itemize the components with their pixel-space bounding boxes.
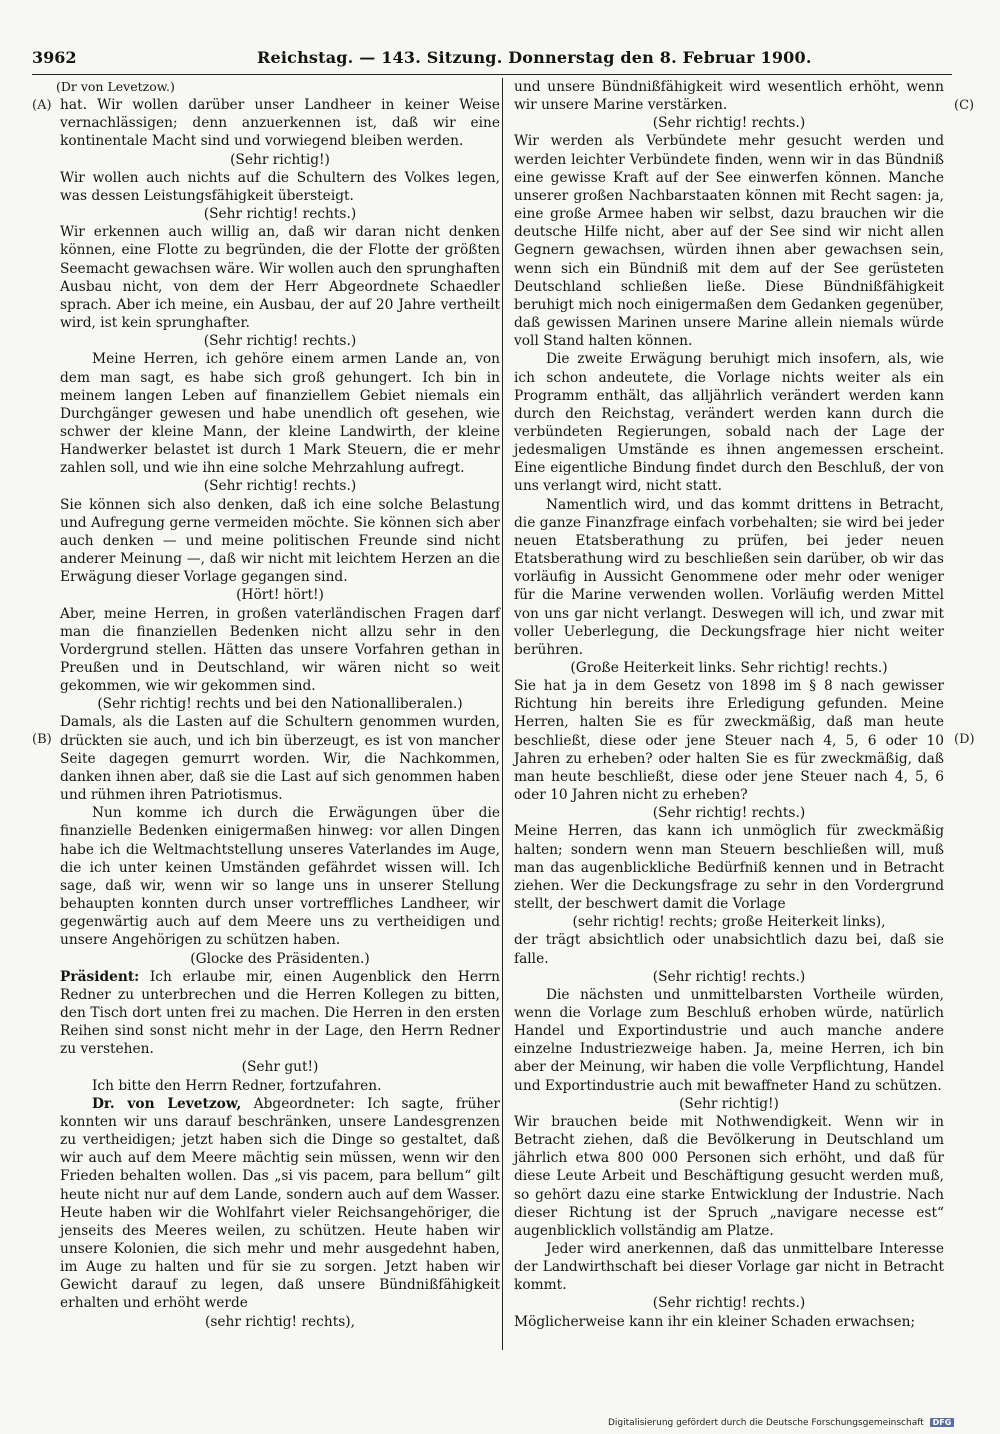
speech-paragraph: Wir brauchen beide mit Nothwendigkeit. Wenn wir in Betracht ziehen, daß die Bevölkerung in Deutschland um jährlich etwa 800 000 Personen sich erhöht, und daß für diese Leute Arbeit und Beschäftigung gesucht werden muß, so gehört dazu eine starke Entwicklung der Industrie. Nach dieser Richtung ist der Spruch „navigare necesse est“ augenblicklich vollständig am Platze. xyxy=(514,1113,944,1239)
interjection: (Sehr richtig! rechts und bei den Nationalliberalen.) xyxy=(97,696,463,713)
speech-paragraph: Möglicherweise kann ihr ein kleiner Schaden erwachsen; xyxy=(514,1313,916,1330)
speech-paragraph: Namentlich wird, und das kommt drittens in Betracht, die ganze Finanzfrage einfach vorbehalten; sie wird bei jeder neuen Etatsberathung zu prüfen, bei jeder neuen Etatsberathung wird zu beschließen sein darüber, ob wir das vorläufig in Aussicht Genommene oder mehr oder weniger für die Marine verwenden wollen. Vorläufig werden Mittel von uns gar nicht verlangt. Deswegen will ich, und zwar mit voller Ueberlegung, die Deckungsfrage hier nicht weiter berühren. xyxy=(514,496,944,658)
speech-paragraph: Wir werden als Verbündete mehr gesucht werden und werden leichter Verbündete finden, wenn wir in das Bündniß eine gewisse Kraft auf der See einwerfen können. Manche unserer großen Nachbarstaaten können mit Recht sagen: ja, eine große Armee haben wir selbst, dazu brauchen wir die deutsche Hilfe nicht, aber auf der See sind wir nicht allen Gegnern gewachsen, würden ihnen aber gewachsen sein, wenn sich ein Bündniß mit dem auf der See gerüsteten Deutschland schließen ließe. Diese Bündnißfähigkeit beruhigt mich noch einigermaßen dem Gedanken gegenüber, daß gewissen Marinen unsere Marine allein niemals würde voll Stand halten können. xyxy=(514,133,944,350)
interjection: (Sehr gut!) xyxy=(241,1059,319,1076)
speech-paragraph: Jeder wird anerkennen, daß das unmittelbare Interesse der Landwirthschaft bei dieser Vorlage gar nicht in Betracht kommt. xyxy=(514,1241,944,1294)
speaker-paragraph xyxy=(60,1095,500,1313)
page-number: 3962 xyxy=(32,48,77,67)
speech-paragraph: Wir erkennen auch willig an, daß wir daran nicht denken können, eine Flotte zu begründen, die der Flotte der größten Seemacht gewachsen wäre. Wir wollen auch den sprunghaften Ausbau nicht, von dem der Herr Abgeordnete Schaedler sprach. Aber ich meine, ein Ausbau, der auf 20 Jahre vertheilt wird, ist kein sprunghafter. xyxy=(60,224,500,332)
column-divider xyxy=(502,78,503,1350)
right-column xyxy=(514,78,944,1331)
speech-paragraph: der trägt absichtlich oder unabsichtlich dazu bei, daß sie falle. xyxy=(514,932,944,967)
speech-paragraph: Sie hat ja in dem Gesetz von 1898 im § 8 nach gewisser Richtung hin bereits ihre Erledigung gefunden. Meine Herren, halten Sie es für zweckmäßig, daß man heute beschließt, diese oder jene Steuer nach 4, 5, 6 oder 10 Jahren zu erheben? oder halten Sie es für zweckmäßig, daß man heute beschließt, diese oder jene Steuer nach 4, 5, 6 oder 10 Jahren nicht zu erheben? xyxy=(514,678,944,804)
speech-paragraph: Meine Herren, das kann ich unmöglich für zweckmäßig halten; sondern wenn man Steuern beschließen will, muß man das augenblickliche Bedürfniß kennen und in Betracht ziehen. Wer die Deckungsfrage zu sehr in den Vordergrund stellt, der beschwert damit die Vorlage xyxy=(514,823,944,913)
margin-marker-b: (B) xyxy=(32,732,52,747)
speaker-name: Präsident: xyxy=(60,968,140,985)
margin-marker-c: (C) xyxy=(954,98,975,113)
speech-text: Ich erlaube mir, einen Augenblick den Herrn Redner zu unterbrechen und die Herren Kollegen zu bitten, den Tisch dort unten frei zu machen. Die Herren in den ersten Reihen sind sonst nicht mehr in der Lage, den Herrn Redner zu verstehen. xyxy=(60,968,501,1058)
interjection: (Sehr richtig! rechts.) xyxy=(203,478,357,495)
digitization-credit xyxy=(608,1418,954,1428)
interjection: (Glocke des Präsidenten.) xyxy=(190,950,370,967)
interjection: (Sehr richtig! rechts.) xyxy=(203,333,357,350)
header-rule xyxy=(32,74,952,75)
interjection: (Sehr richtig! rechts.) xyxy=(652,115,806,132)
speech-paragraph: Nun komme ich durch die Erwägungen über die finanzielle Bedenken einigermaßen hinweg: vor allen Dingen habe ich die Weltmachtstellung unseres Vaterlandes im Auge, die ich unter keinen Umständen gefährdet wissen will. Ich sage, daß wir, wenn wir so lange uns in unserer Stellung behaupten konnten durch unser vortreffliches Landheer, wir gegenwärtig auch auf dem Meere uns zu vertheidigen und unsere Angehörigen zu schützen haben. xyxy=(60,805,500,949)
interjection: (sehr richtig! rechts; große Heiterkeit links), xyxy=(572,914,886,931)
page-header xyxy=(32,48,952,72)
speech-paragraph: Damals, als die Lasten auf die Schultern genommen wurden, drückten sie auch, und ich bin überzeugt, es ist von mancher Seite dagegen gemurrt worden. Wir, die Nachkommen, danken ihnen aber, daß sie die Last auf sich genommen haben und rühmen ihren Patriotismus. xyxy=(60,714,500,804)
running-title: Reichstag. — 143. Sitzung. Donnerstag den 8. Februar 1900. xyxy=(257,48,812,67)
interjection: (Sehr richtig! rechts.) xyxy=(203,206,357,223)
credit-text: Digitalisierung gefördert durch die Deutsche Forschungsgemeinschaft xyxy=(608,1418,924,1428)
interjection: (Sehr richtig!) xyxy=(679,1095,779,1112)
speech-paragraph: Die zweite Erwägung beruhigt mich insofern, als, wie ich schon andeutete, die Vorlage nichts weiter als ein Programm enthält, das alljährlich verändert werden kann durch den Reichstag, verändert werden kann durch die verbündeten Regierungen, sobald nach der Lage der jedesmaligen Umstände es ihnen angemessen erscheint. Eine eigentliche Bindung findet durch den Beschluß, der von uns verlangt wird, nicht statt. xyxy=(514,351,944,495)
interjection: (sehr richtig! rechts), xyxy=(204,1313,356,1330)
speech-paragraph: Wir wollen auch nichts auf die Schultern des Volkes legen, was dessen Leistungsfähigkeit übersteigt. xyxy=(60,169,500,204)
speech-paragraph: hat. Wir wollen darüber unser Landheer in keiner Weise vernachlässigen; denn anzuerkennen ist, daß wir eine kontinentale Macht sind und vorwiegend bleiben werden. xyxy=(60,97,500,150)
speaker-paragraph xyxy=(60,968,500,1059)
interjection: (Sehr richtig!) xyxy=(230,151,330,168)
speech-text: Abgeordneter: Ich sagte, früher konnten wir uns darauf beschränken, unsere Landesgrenzen zu vertheidigen; jetzt haben sich die Dinge so gestaltet, daß wir auch auf dem Meere mächtig sein müssen, wenn wir den Frieden behalten wollen. Das „si vis pacem, para bellum“ gilt heute nicht nur auf dem Lande, sondern auch auf dem Wasser. Heute haben wir die Wohlfahrt vieler Reichsangehöriger, die jenseits des Meeres weilen, zu schützen. Heute haben wir unsere Kolonien, die sich mehr und mehr ausgedehnt haben, im Auge zu halten und für sie zu sorgen. Jetzt haben wir Gewicht darauf zu legen, daß unsere Bündnißfähigkeit erhalten und erhöht werde xyxy=(60,1095,500,1312)
speech-paragraph: Die nächsten und unmittelbarsten Vortheile würden, wenn die Vorlage zum Beschluß erhoben würde, natürlich Handel und Exportindustrie und auch manche andere einzelne Industriezweige haben. Ja, meine Herren, ich bin aber der Meinung, wir haben die volle Verpflichtung, Handel und Exportindustrie auch mit bewaffneter Hand zu schützen. xyxy=(514,986,944,1094)
interjection: (Große Heiterkeit links. Sehr richtig! rechts.) xyxy=(570,660,888,676)
interjection: (Sehr richtig! rechts.) xyxy=(652,805,806,822)
interjection: (Sehr richtig! rechts.) xyxy=(652,1295,806,1312)
speech-paragraph: und unsere Bündnißfähigkeit wird wesentlich erhöht, wenn wir unsere Marine verstärken. xyxy=(514,79,944,114)
interjection: (Sehr richtig! rechts.) xyxy=(652,968,806,985)
speech-paragraph: Aber, meine Herren, in großen vaterländischen Fragen darf man die finanziellen Bedenken nicht allzu sehr in den Vordergrund stellen. Hätten das unsere Vorfahren gethan in Preußen und in Deutschland, wir wären nicht so weit gekommen, wie wir gekommen sind. xyxy=(60,605,500,695)
left-column xyxy=(56,78,501,1331)
speech-paragraph: Ich bitte den Herrn Redner, fortzufahren. xyxy=(92,1077,382,1094)
speech-paragraph: Meine Herren, ich gehöre einem armen Lande an, von dem man sagt, es habe sich groß gehungert. Ich bin in meinem langen Leben auf finanziellem Gebiet niemals ein Durchgänger gewesen und habe unendlich oft gesehen, wie schwer der kleine Mann, der kleine Landwirth, der kleine Handwerker belastet ist durch 1 Mark Steuern, die er mehr zahlen soll, und wie ihn eine solche Mehrzahlung aufregt. xyxy=(60,351,500,477)
speaker-continuation: (Dr von Levetzow.) xyxy=(56,79,175,94)
dfg-logo: DFG xyxy=(930,1418,955,1427)
margin-marker-a: (A) xyxy=(32,98,52,113)
interjection: (Hört! hört!) xyxy=(236,587,324,604)
speech-paragraph: Sie können sich also denken, daß ich eine solche Belastung und Aufregung gerne vermeiden möchte. Sie können sich aber auch denken — und meine politischen Freunde sind nicht anderer Meinung —, daß wir nicht mit leichtem Herzen an die Erwägung dieser Vorlage gegangen sind. xyxy=(60,496,500,586)
speaker-name: Dr. von Levetzow, xyxy=(92,1095,242,1112)
margin-marker-d: (D) xyxy=(954,732,975,747)
